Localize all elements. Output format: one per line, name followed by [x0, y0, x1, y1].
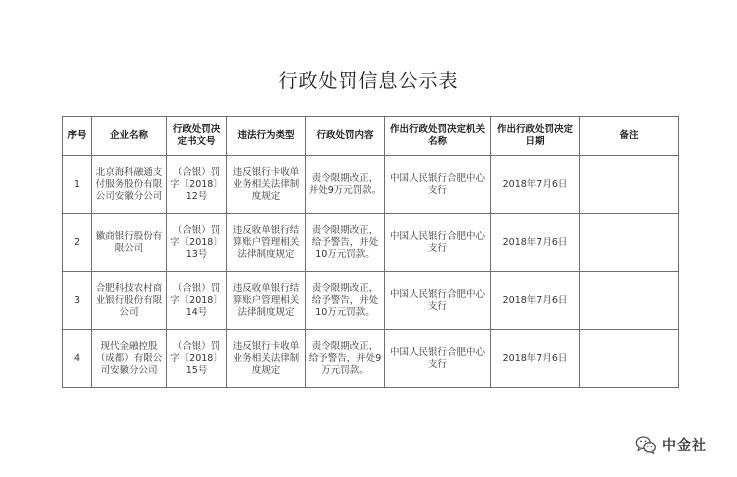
cell-violation: 违反银行卡收单业务相关法律制度规定 [227, 330, 306, 388]
header-company: 企业名称 [92, 117, 167, 156]
cell-authority: 中国人民银行合肥中心支行 [385, 272, 491, 330]
cell-company: 徽商银行股份有限公司 [92, 214, 167, 272]
cell-company: 现代金融控股（成都）有限公司安徽分公司 [92, 330, 167, 388]
cell-penalty: 责令限期改正，给予警告，并处10万元罚款。 [306, 214, 385, 272]
cell-note [580, 272, 679, 330]
cell-date: 2018年7月6日 [491, 330, 580, 388]
cell-index: 2 [63, 214, 92, 272]
cell-date: 2018年7月6日 [491, 214, 580, 272]
cell-violation: 违反银行卡收单业务相关法律制度规定 [227, 156, 306, 214]
header-authority: 作出行政处罚决定机关名称 [385, 117, 491, 156]
cell-note [580, 156, 679, 214]
cell-doc-number: （合银）罚字〔2018〕13号 [167, 214, 227, 272]
table-row [63, 156, 679, 214]
header-violation: 违法行为类型 [227, 117, 306, 156]
cell-doc-number: （合银）罚字〔2018〕15号 [167, 330, 227, 388]
header-note: 备注 [580, 117, 679, 156]
cell-penalty: 责令限期改正，给予警告，并处10万元罚款。 [306, 272, 385, 330]
watermark-text: 中金社 [662, 438, 707, 454]
table-row [63, 214, 679, 272]
cell-index: 4 [63, 330, 92, 388]
cell-violation: 违反收单银行结算账户管理相关法律制度规定 [227, 272, 306, 330]
cell-authority: 中国人民银行合肥中心支行 [385, 330, 491, 388]
table-header-row [63, 117, 679, 156]
cell-doc-number: （合银）罚字〔2018〕14号 [167, 272, 227, 330]
cell-index: 1 [63, 156, 92, 214]
watermark [635, 434, 707, 456]
cell-penalty: 责令限期改正，给予警告，并处9万元罚款。 [306, 330, 385, 388]
wechat-icon [635, 435, 657, 455]
document-title: 行政处罚信息公示表 [278, 70, 459, 92]
cell-authority: 中国人民银行合肥中心支行 [385, 214, 491, 272]
cell-authority: 中国人民银行合肥中心支行 [385, 156, 491, 214]
penalty-table [62, 116, 679, 388]
cell-company: 北京海科融通支付服务股份有限公司安徽分公司 [92, 156, 167, 214]
cell-note [580, 330, 679, 388]
header-index: 序号 [63, 117, 92, 156]
cell-company: 合肥科技农村商业银行股份有限公司 [92, 272, 167, 330]
header-doc-number: 行政处罚决定书文号 [167, 117, 227, 156]
header-date: 作出行政处罚决定日期 [491, 117, 580, 156]
table-row [63, 330, 679, 388]
cell-index: 3 [63, 272, 92, 330]
table-row [63, 272, 679, 330]
cell-note [580, 214, 679, 272]
cell-date: 2018年7月6日 [491, 156, 580, 214]
cell-date: 2018年7月6日 [491, 272, 580, 330]
cell-penalty: 责令限期改正，并处9万元罚款。 [306, 156, 385, 214]
cell-violation: 违反收单银行结算账户管理相关法律制度规定 [227, 214, 306, 272]
header-penalty: 行政处罚内容 [306, 117, 385, 156]
cell-doc-number: （合银）罚字〔2018〕12号 [167, 156, 227, 214]
